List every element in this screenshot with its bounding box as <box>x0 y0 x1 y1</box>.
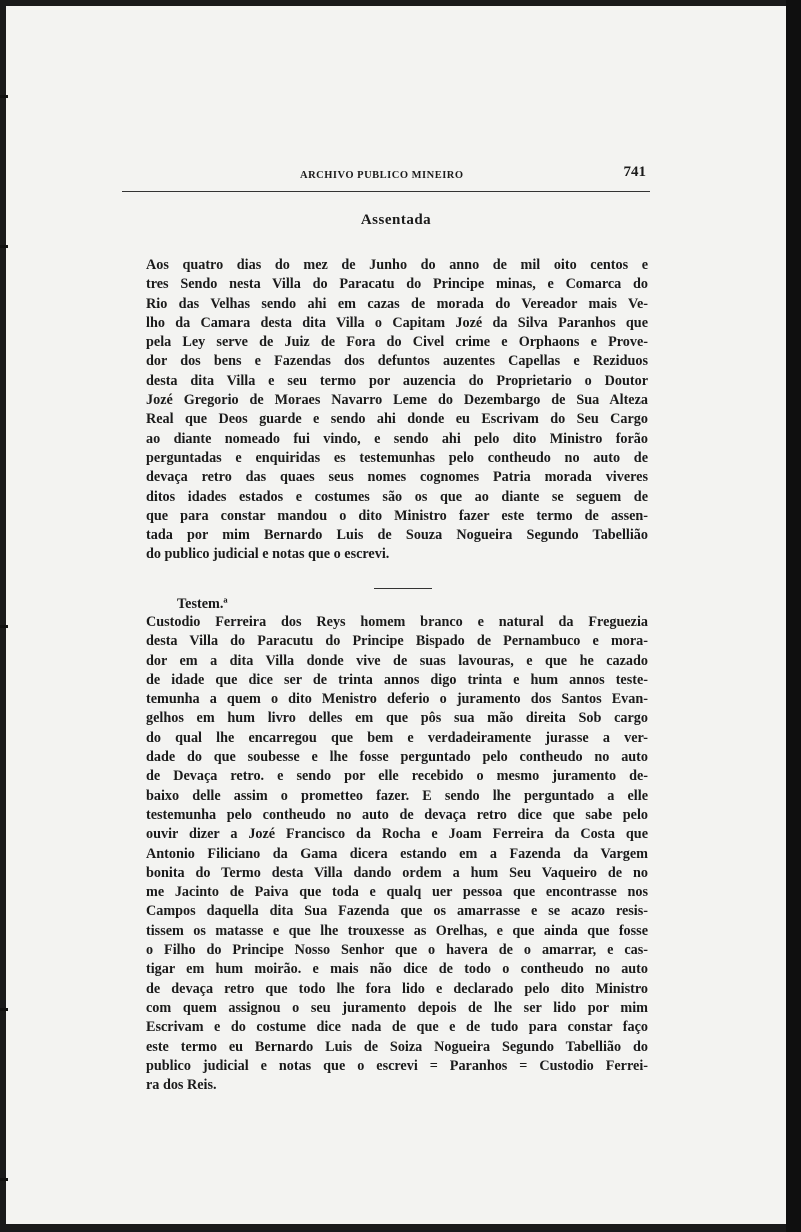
text-line: Antonio Filiciano da Gama dicera estando em a Fazenda da Vargem <box>146 845 648 862</box>
document-page <box>6 6 786 1224</box>
text-line: dor em a dita Villa donde vive de suas lavouras, e que he cazado <box>146 652 648 669</box>
text-line: publico judicial e notas que o escrevi = Paranhos = Custodio Ferrei- <box>146 1057 648 1074</box>
binding-mark <box>0 245 8 248</box>
text-line: tissem os matasse e que lhe trouxesse as Orelhas, e que ainda que fosse <box>146 922 648 939</box>
text-line: de idade que dice ser de trinta annos digo trinta e hum annos teste- <box>146 671 648 688</box>
text-line: me Jacinto de Paiva que toda e qualq uer pessoa que encontrasse nos <box>146 884 648 901</box>
text-line: perguntadas e enquiridas es testemunhas pelo contheudo no auto de <box>146 449 648 466</box>
text-line: ouvir dizer a Jozé Francisco da Rocha e Joam Ferreira da Costa que <box>146 826 648 843</box>
page-number: 741 <box>623 164 646 180</box>
text-line: ra dos Reis. <box>146 1077 217 1094</box>
text-line: de devaça retro que todo lhe fora lido e declarado pelo dito Ministro <box>146 980 648 997</box>
text-line: Real que Deos guarde e sendo ahi donde eu Escrivam do Seu Cargo <box>146 411 648 428</box>
text-line: lho da Camara desta dita Villa o Capitam Jozé da Silva Paranhos que <box>146 314 648 331</box>
binding-mark <box>0 1178 8 1181</box>
text-line: tigar em hum moirão. e mais não dice de todo o contheudo no auto <box>146 961 648 978</box>
paragraph-testimony <box>146 613 648 1095</box>
section-divider <box>374 588 432 589</box>
text-line: bonita do Termo desta Villa dando ordem a hum Seu Vaqueiro de no <box>146 864 648 881</box>
text-line: Escrivam e do costume dice nada de que e de tudo para constar faço <box>146 1019 648 1036</box>
text-line: gelhos em hum livro delles em que pôs sua mão direita Sob cargo <box>146 710 648 727</box>
text-line: desta Villa do Paracutu do Principe Bispado de Pernambuco e mora- <box>146 633 648 650</box>
text-line: tres Sendo nesta Villa do Paracatu do Principe minas, e Comarca do <box>146 276 648 293</box>
text-line: testemunha pelo contheudo no auto de devaça retro dice que sabe pelo <box>146 806 648 823</box>
text-line: baixo delle assim o prometteo fazer. E sendo lhe perguntado a elle <box>146 787 648 804</box>
text-line: que para constar mandou o dito Ministro fazer este termo de assen- <box>146 507 648 524</box>
running-title: ARCHIVO PUBLICO MINEIRO <box>300 170 464 181</box>
text-line: Rio das Velhas sendo ahi em cazas de morada do Vereador mais Ve- <box>146 295 648 312</box>
text-line: dade do que soubesse e lhe fosse perguntado pelo contheudo no auto <box>146 749 648 766</box>
paragraph-assentada <box>146 256 648 565</box>
text-line: de Devaça retro. e sendo por elle recebido o mesmo juramento de- <box>146 768 648 785</box>
binding-mark <box>0 95 8 98</box>
testimony-label: Testem.ª <box>177 596 228 612</box>
text-line: desta dita Villa e seu termo por auzencia do Proprietario o Doutor <box>146 372 648 389</box>
binding-mark <box>0 1008 8 1011</box>
text-line: tada por mim Bernardo Luis de Souza Nogueira Segundo Tabellião <box>146 527 648 544</box>
text-line: do qual lhe encarregou que bem e verdadeiramente jurasse a ver- <box>146 729 648 746</box>
binding-mark <box>0 625 8 628</box>
text-line: Custodio Ferreira dos Reys homem branco e natural da Freguezia <box>146 614 648 630</box>
text-line: Jozé Gregorio de Moraes Navarro Leme do Dezembargo de Sua Alteza <box>146 392 648 409</box>
text-line: temunha a quem o dito Menistro deferio o juramento dos Santos Evan- <box>146 691 648 708</box>
text-line: este termo eu Bernardo Luis de Soiza Nogueira Segundo Tabellião do <box>146 1038 648 1055</box>
text-line: pela Ley serve de Juiz de Fora do Civel crime e Orphaons e Prove- <box>146 334 648 351</box>
section-title: Assentada <box>360 212 432 228</box>
text-line: dor dos bens e Fazendas dos defuntos auzentes Capellas e Reziduos <box>146 353 648 370</box>
text-line: do publico judicial e notas que o escrevi. <box>146 546 390 563</box>
text-line: devaça retro das quaes seus nomes cognomes Patria morada viveres <box>146 469 648 486</box>
text-line: com quem assignou o seu juramento depois de lhe ser lido por mim <box>146 999 648 1016</box>
text-line: Aos quatro dias do mez de Junho do anno de mil oito centos e <box>146 257 648 273</box>
text-line: ao diante nomeado fui vindo, e sendo ahi pelo dito Ministro forão <box>146 430 648 447</box>
header-rule <box>122 191 650 192</box>
page-header <box>116 164 656 188</box>
text-line: o Filho do Principe Nosso Senhor que o havera de o amarrar, e cas- <box>146 942 648 959</box>
scan-edge <box>786 0 801 1232</box>
text-line: ditos idades estados e costumes são os que ao diante se seguem de <box>146 488 648 505</box>
text-line: Campos daquella dita Sua Fazenda que os amarrasse e se acazo resis- <box>146 903 648 920</box>
